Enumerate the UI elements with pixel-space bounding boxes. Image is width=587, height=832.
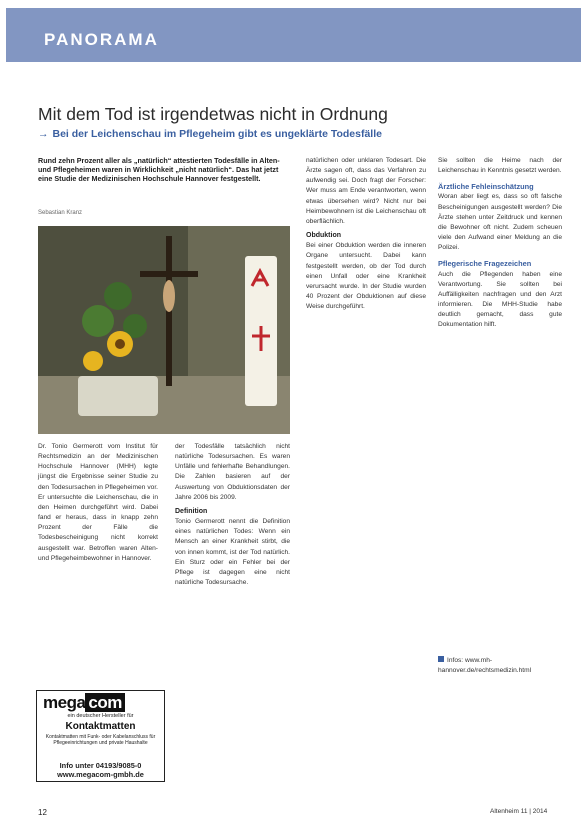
photo-illustration [38,226,290,434]
ad-logo [43,693,125,713]
subline-text: Bei der Leichenschau im Pflegeheim gibt es ungeklärte Todesfälle [52,128,382,140]
article-headline: Mit dem Tod ist irgendetwas nicht in Ordnung [38,104,388,124]
page-number: 12 [38,808,47,817]
arrow-right-icon: → [38,128,49,140]
ad-website-link[interactable]: www.megacom-gmbh.de [57,770,144,779]
column-4-text-2: Woran aber liegt es, dass so oft falsche Bescheinigungen ausgestellt werden? Die Ärzte stehen unter Zeitdruck und kennen die Bewohner oft nicht. Zudem scheuen viele den Aufwand einer Meldung an die Polizei. [438,193,562,252]
section-banner [6,8,581,62]
info-box [438,656,562,676]
ad-logo-right: com [85,693,124,712]
heading-fehleinschaetzung: Ärztliche Fehleinschätzung [438,182,534,192]
ad-tagline: ein deutscher Hersteller für [67,713,134,719]
ad-title: Kontaktmatten [65,721,136,732]
column-4-text: Sie sollten die Heime nach der Leichenschau in Kenntnis gesetzt werden. [438,157,562,175]
article-subline [38,128,382,140]
ad-subtitle: Kontaktmatten mit Funk- oder Kabelanschluss für Pflegeeinrichtungen und private Haushalte [45,734,156,746]
section-title: PANORAMA [44,30,159,49]
column-3-text: natürlichen oder unklaren Todesart. Die Ärzte sagen oft, dass das Verfahren zu aufwendig sei. Doch fragt der Forscher: Wer muss am Ende verantworten, wenn etwas übersehen wird? Nicht nur bei Heimbewohnern ist die Leichenschau oft oberflächlich. [306,157,426,225]
column-2-text: der Todesfälle tatsächlich nicht natürliche Todesursachen. Es waren Unfälle und fehlerhafte Behandlungen. Die Zahlen basieren auf der Auswertung von Obduktionsdaten der Jahre 2006 bis 2009. [175,443,290,501]
heading-definition: Definition [175,507,208,515]
article-column-2 [175,442,290,588]
ad-logo-left: mega [43,693,86,712]
info-link[interactable]: Infos: www.mh-hannover.de/rechtsmedizin.html [438,657,532,674]
ad-phone: Info unter 04193/9085-0 [59,761,142,770]
column-4-text-3: Auch die Pflegenden haben eine Verantwortung. Sie sollten bei Auffälligkeiten nachfragen und den Arzt informieren. Die MHH-Studie habe deutlich gemacht, dass gute Dokumentation hilft. [438,270,562,329]
article-column-3 [306,156,426,312]
article-byline: Sebastian Kranz [38,210,83,216]
article-column-4 [438,156,562,331]
column-3-text-2: Bei einer Obduktion werden die inneren Organe untersucht. Dabei kann festgestellt werden, ob der Tod durch einen Unfall oder eine Krankheit verursacht wurde. In der Studie wurden 40 Prozent der Obduktionen auf diese Weise durchgeführt. [306,242,426,311]
article-lead: Rund zehn Prozent aller als „natürlich“ attestierten Todesfälle in Alten- und Pflegeheimen waren in Wirklichkeit „nicht natürlich“. Das hat jetzt eine Studie der Medizinischen Hochschule Hannover festgestellt. [38,156,280,184]
info-square-icon [438,656,444,662]
column-2-text-2: Tonio Germerott nennt die Definition eines natürlichen Todes: Wenn ein Mensch an einer Krankheit stirbt, die von innen kommt, ist der Tod natürlich. Ein Sturz oder ein Fehler bei der Pflege ist dagegen eine nicht natürliche Todesursache. [175,518,290,587]
advertisement[interactable] [36,690,165,782]
heading-obduktion: Obduktion [306,232,341,240]
article-column-1 [38,442,158,564]
footer-issue: Altenheim 11 | 2014 [490,808,548,815]
article-photo [38,226,290,434]
heading-pflegerische-fragezeichen: Pflegerische Fragezeichen [438,259,532,269]
column-1-text: Dr. Tonio Germerott vom Institut für Rechtsmedizin an der Medizinischen Hochschule Hannover (MHH) legte jüngst die Ergebnisse seiner Studie zu den Todesursachen in Pflegeheimen vor. Er untersuchte die Leichenschau, die in den Heimen durchgeführt wird. Dabei fand er heraus, dass in knapp zehn Prozent der Fälle die Todesbescheinigung nicht korrekt ausgestellt war. Betroffen waren Alten- und Pflegeheimbewohner in Hannover. [38,443,158,562]
